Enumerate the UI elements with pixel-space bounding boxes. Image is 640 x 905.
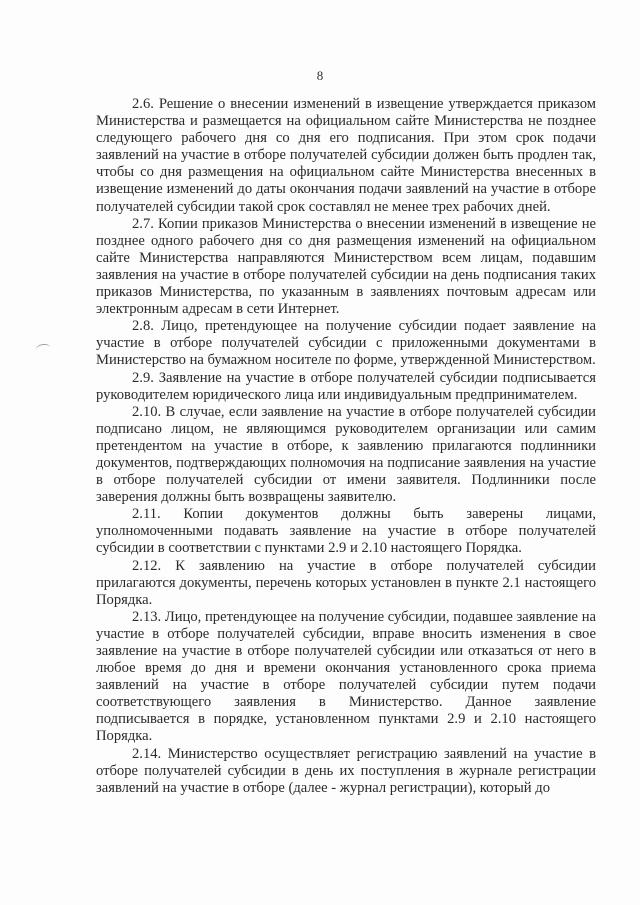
paragraph-2-6: 2.6. Решение о внесении изменений в извещение утверждается приказом Министерства и размещается на официальном сайте Министерства не позднее следующего рабочего дня со дня его подписания. При этом срок подачи заявлений на участие в отборе получателей субсидии должен быть продлен так, чтобы со дня размещения на официальном сайте Министерства внесенных в извещение изменений до даты окончания подачи заявлений на участие в отборе получателей субсидии такой срок составлял не менее трех рабочих дней. — [96, 96, 596, 215]
page-number: 8 — [316, 68, 324, 83]
scan-artifact-mark — [35, 343, 50, 354]
paragraph-2-8: 2.8. Лицо, претендующее на получение субсидии подает заявление на участие в отборе получателей субсидии с приложенными документами в Министерство на бумажном носителе по форме, утвержденной Министерством. — [96, 318, 596, 369]
document-body — [96, 96, 596, 797]
paragraph-2-12: 2.12. К заявлению на участие в отборе получателей субсидии прилагаются документы, перечень которых установлен в пункте 2.1 настоящего Порядка. — [96, 557, 596, 608]
paragraph-2-13: 2.13. Лицо, претендующее на получение субсидии, подавшее заявление на участие в отборе получателей субсидии, вправе вносить изменения в свое заявление на участие в отборе получателей субсидии или отказаться от него в любое время до дня и времени окончания установленного срока приема заявлений на участие в отборе получателей субсидии путем подачи соответствующего заявления в Министерство. Данное заявление подписывается в порядке, установленном пунктами 2.9 и 2.10 настоящего Порядка. — [96, 608, 596, 745]
paragraph-2-7: 2.7. Копии приказов Министерства о внесении изменений в извещение не позднее одного рабочего дня со дня размещения изменений на официальном сайте Министерства направляются Министерством всем лицам, подавшим заявления на участие в отборе получателей субсидии на день подписания таких приказов Министерства, по указанным в заявлениях почтовым адресам или электронным адресам в сети Интернет. — [96, 215, 596, 318]
paragraph-2-10: 2.10. В случае, если заявление на участие в отборе получателей субсидии подписано лицом, не являющимся руководителем организации или самим претендентом на участие в отборе, к заявлению прилагаются подлинники документов, подтверждающих полномочия на подписание заявления на участие в отборе получателей субсидии от имени заявителя. Подлинники после заверения должны быть возвращены заявителю. — [96, 403, 596, 506]
paragraph-2-9: 2.9. Заявление на участие в отборе получателей субсидии подписывается руководителем юридического лица или индивидуальным предпринимателем. — [96, 369, 596, 403]
paragraph-2-14: 2.14. Министерство осуществляет регистрацию заявлений на участие в отборе получателей субсидии в день их поступления в журнале регистрации заявлений на участие в отборе (далее - журнал регистрации), который до — [96, 745, 596, 796]
paragraph-2-11: 2.11. Копии документов должны быть заверены лицами, уполномоченными подавать заявление на участие в отборе получателей субсидии в соответствии с пунктами 2.9 и 2.10 настоящего Порядка. — [96, 506, 596, 557]
